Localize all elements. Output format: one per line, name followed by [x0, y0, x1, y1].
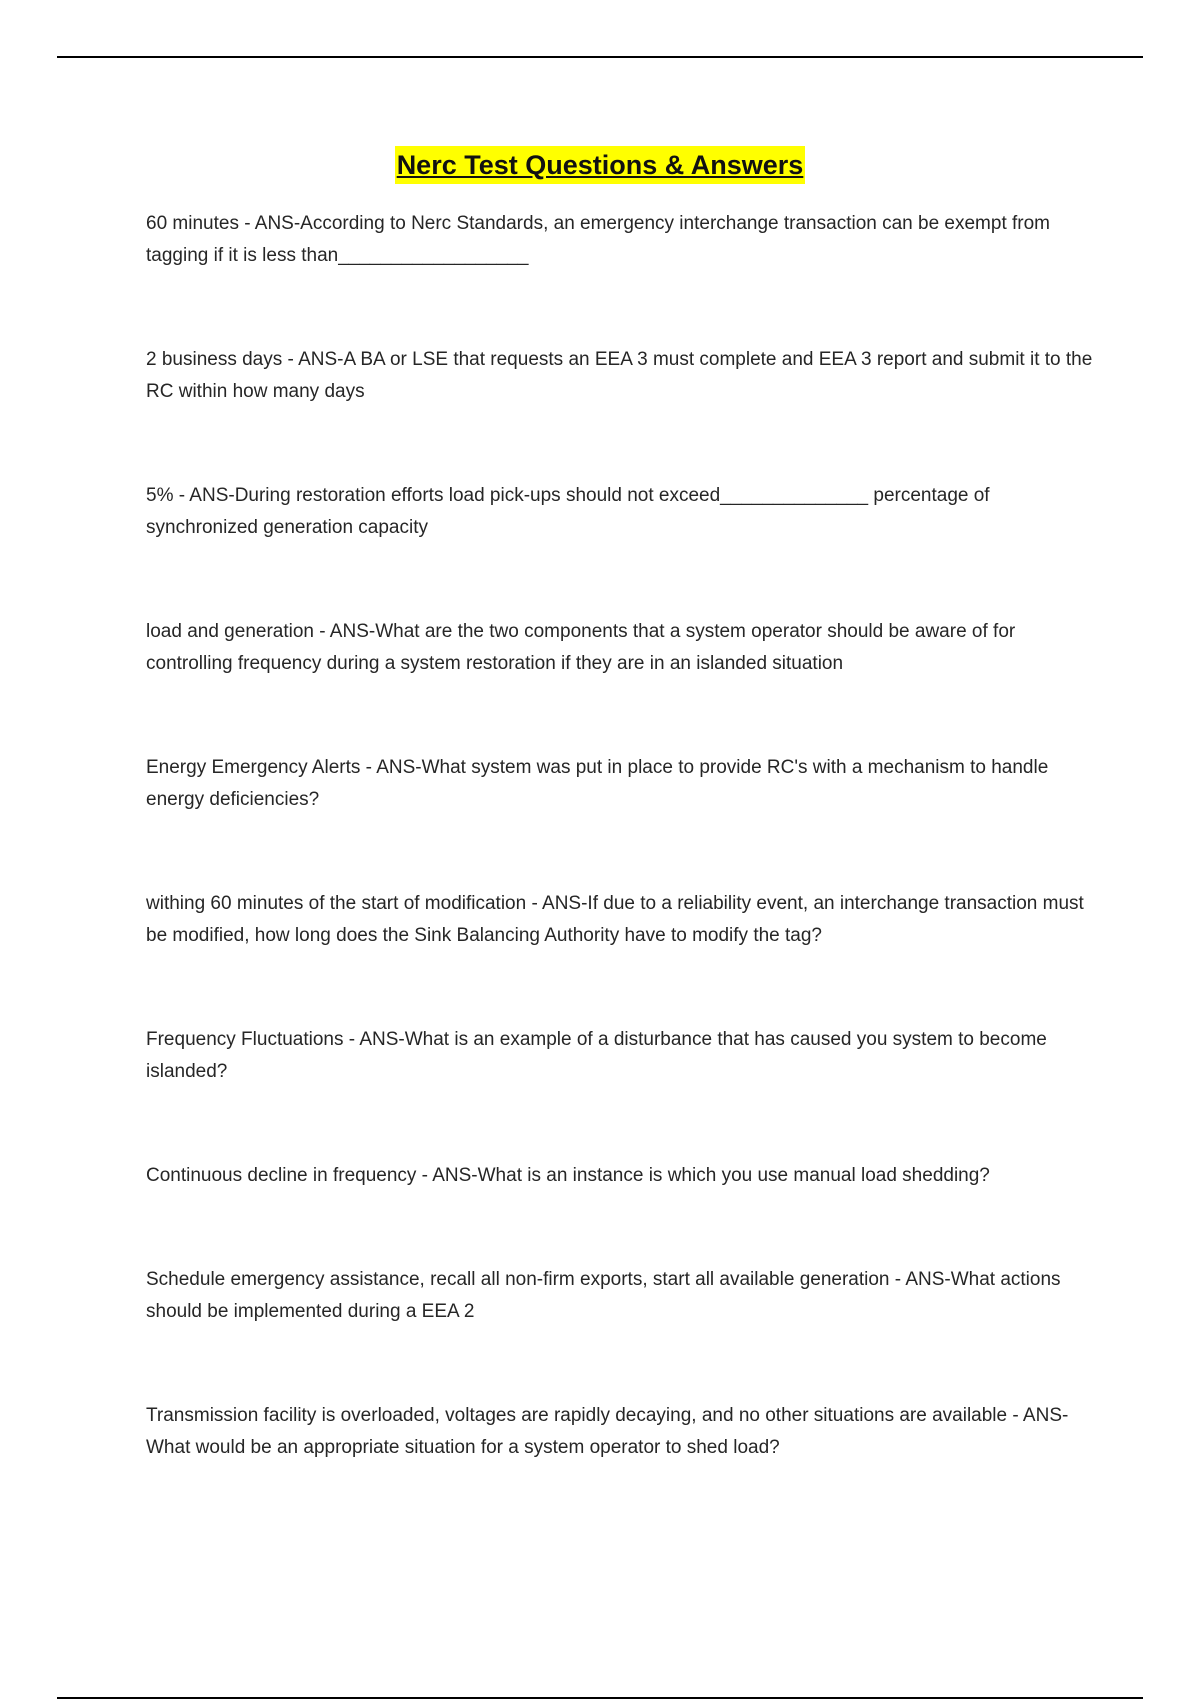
qa-item: 5% - ANS-During restoration efforts load pick-ups should not exceed______________ percentage of synchronized generation capacity	[146, 485, 990, 538]
document-title: Nerc Test Questions & Answers	[395, 146, 806, 184]
qa-item: withing 60 minutes of the start of modification - ANS-If due to a reliability event, an interchange transaction must be modified, how long does the Sink Balancing Authority have to modify the tag?	[146, 893, 1084, 946]
title-container	[0, 146, 1200, 184]
qa-item: 60 minutes - ANS-According to Nerc Standards, an emergency interchange transaction can be exempt from tagging if it is less than__________________	[146, 213, 1051, 266]
bottom-rule	[57, 1697, 1143, 1699]
top-rule	[57, 56, 1143, 58]
qa-item: Continuous decline in frequency - ANS-What is an instance is which you use manual load shedding?	[146, 1165, 990, 1186]
qa-item: Frequency Fluctuations - ANS-What is an example of a disturbance that has caused you system to become islanded?	[146, 1029, 1047, 1082]
qa-item: Schedule emergency assistance, recall all non-firm exports, start all available generation - ANS-What actions should be implemented during a EEA 2	[146, 1269, 1061, 1322]
qa-item: 2 business days - ANS-A BA or LSE that requests an EEA 3 must complete and EEA 3 report and submit it to the RC within how many days	[146, 349, 1093, 402]
qa-item: load and generation - ANS-What are the two components that a system operator should be aware of for controlling frequency during a system restoration if they are in an islanded situation	[146, 621, 1016, 674]
qa-list	[146, 208, 1096, 1536]
qa-item: Transmission facility is overloaded, voltages are rapidly decaying, and no other situations are available - ANS-What would be an appropriate situation for a system operator to shed load?	[146, 1405, 1069, 1458]
qa-item: Energy Emergency Alerts - ANS-What system was put in place to provide RC's with a mechanism to handle energy deficiencies?	[146, 757, 1049, 810]
